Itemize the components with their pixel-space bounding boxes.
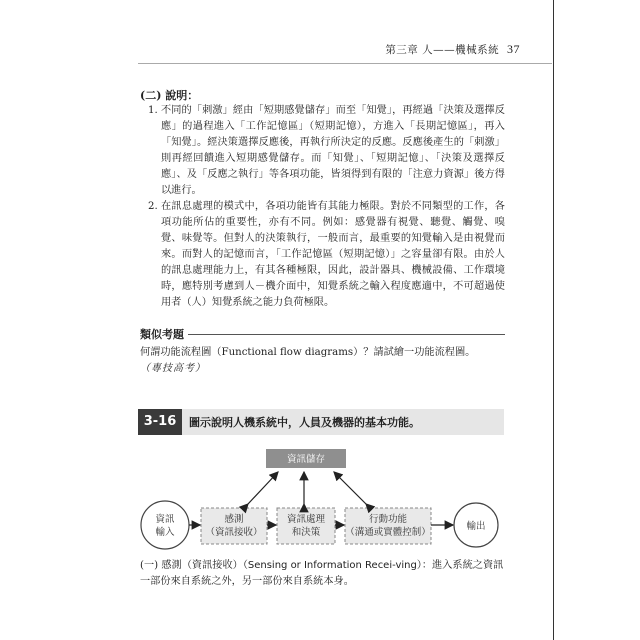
footer-paragraph [140, 558, 505, 590]
action-label-1: 行動功能 [368, 514, 408, 525]
footer-english: （Sensing or Information Recei-ving） [242, 560, 422, 571]
footer-lead: (一) 感測（資訊接收） [140, 560, 243, 571]
processing-label-2: 和決策 [291, 527, 321, 538]
similar-question-text: 何謂功能流程圖（Functional flow diagrams）？請試繪一功能流程圖。 [140, 347, 476, 358]
question-banner-text: 圖示說明人機系統中，人員及機器的基本功能。 [189, 416, 420, 429]
paragraph-text: 在訊息處理的模式中，各項功能皆有其能力極限。對於不同類型的工作，各項功能所佔的重要性，亦有不同。例如：感覺器有視覺、聽覺、觸覺、嗅覺、味覺等。但對人的決策執行，一般而言，最重要的知覺輸入是由視覺而來。而對人的記憶而言，「工作記憶區（短期記憶）」之容量卻有限。由於人的訊息處理能力上，有其各種極限，因此，設計器具、機械設備、工作環境時，應特別考慮到人－機介面中，知覺系統之輸入程度應適中，不可超過使用者（人）知覺系統之能力負荷極限。 [161, 201, 505, 308]
processing-label-1: 資訊處理 [286, 514, 326, 525]
input-label-2: 輸入 [155, 527, 175, 538]
output-label: 輸出 [466, 521, 486, 532]
arrow-storage-sensing [248, 472, 278, 504]
storage-label: 資訊儲存 [286, 454, 326, 465]
paragraph-text: 不同的「刺激」經由「短期感覺儲存」而至「知覺」，再經過「決策及選擇反應」的過程進入「工作記憶區」（短期記憶），方進入「長期記憶區」，再入「知覺」。經決策選擇反應後，再執行所決定的反應。反應後產生的「刺激」則再經回饋進入短期感覺儲存。而「知覺」、「短期記憶」、「決策及選擇反應」、及「反應之執行」等各項功能，皆須得到有限的「注意力資源」後方得以進行。 [161, 105, 505, 196]
section-title: (二) 說明： [140, 89, 199, 102]
action-label-2: （溝通或實體控制） [345, 527, 431, 538]
input-label-1: 資訊 [155, 514, 175, 525]
sensing-label-1: 感測 [224, 514, 244, 525]
input-circle [141, 501, 189, 549]
footer-rest: ：進入系統之資訊一部份來自系統之外，另一部份來自系統本身。 [140, 560, 504, 587]
similar-question-label: 類似考題 [140, 328, 188, 341]
paragraph-number: 2. [148, 201, 158, 212]
question-source: （專技高考） [140, 363, 206, 374]
sensing-label-2: （資訊接收） [205, 527, 263, 538]
arrow-storage-action [334, 472, 366, 504]
page-number: 37 [507, 42, 520, 56]
paragraph-number: 1. [148, 105, 158, 116]
chapter-title: 第三章 人——機械系統 [385, 44, 500, 56]
question-number-badge: 3-16 [138, 409, 182, 435]
